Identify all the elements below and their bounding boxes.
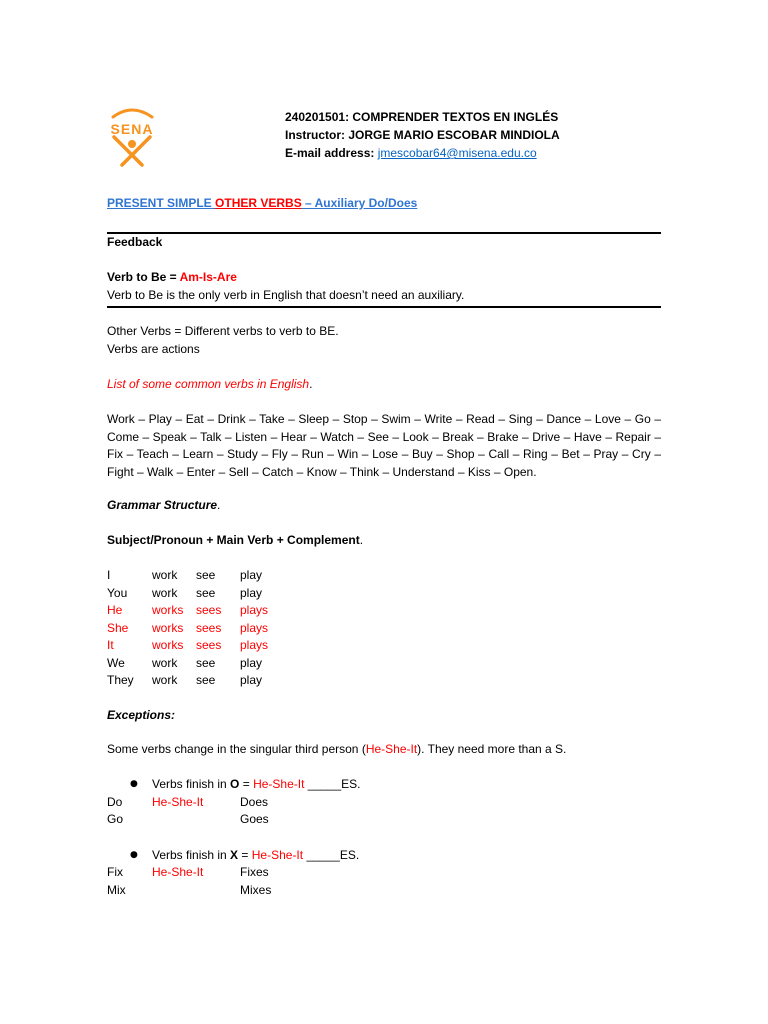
other-verbs-definition: Other Verbs = Different verbs to verb to BE.	[107, 324, 339, 338]
sena-logo	[104, 104, 164, 168]
course-title: 240201501: COMPRENDER TEXTOS EN INGLÉS	[285, 110, 559, 124]
verb-form: sees	[196, 620, 222, 635]
pronoun: You	[107, 585, 128, 600]
pronoun: We	[107, 655, 125, 670]
logo-text: SENA	[110, 121, 154, 137]
conjugation-row	[107, 567, 661, 585]
rule-text: Verbs finish in	[152, 777, 231, 791]
conjugation-row	[107, 585, 661, 603]
email-label: E-mail address:	[285, 146, 378, 160]
rule-equals: =	[238, 847, 252, 862]
title-topic: PRESENT SIMPLE	[107, 196, 212, 210]
feedback-heading: Feedback	[107, 235, 163, 249]
bullet-icon: ●	[130, 779, 138, 789]
example-persons: He-She-It	[152, 865, 204, 879]
example-verb: Mix	[107, 882, 126, 897]
verb-form: works	[152, 603, 184, 617]
conjugation-row	[107, 602, 661, 620]
rule-suffix: _____ES.	[304, 777, 361, 791]
verb-form: play	[240, 655, 263, 670]
verb-to-be-label: Verb to Be =	[107, 270, 180, 285]
verb-form: see	[196, 585, 216, 600]
example-row	[107, 864, 661, 882]
example-persons	[152, 882, 240, 900]
exceptions-intro	[107, 741, 661, 759]
verb-form: plays	[240, 620, 269, 635]
example-row	[107, 794, 661, 812]
rule-persons: He-She-It	[253, 777, 305, 791]
conjugation-row	[107, 672, 661, 690]
logo-arc	[113, 110, 152, 117]
title-subtitle: – Auxiliary Do/Does	[301, 196, 418, 210]
verb-form: work	[152, 655, 178, 670]
example-verb: Fix	[107, 865, 123, 879]
grammar-heading	[107, 497, 661, 515]
verb-list-heading-end: .	[309, 377, 313, 391]
rule-examples	[107, 864, 661, 899]
example-row	[107, 882, 661, 900]
example-result: Fixes	[240, 865, 269, 879]
conjugation-row	[107, 655, 661, 673]
lesson-content	[107, 195, 661, 899]
grammar-structure	[107, 532, 661, 550]
example-result: Mixes	[240, 882, 272, 897]
lesson-title	[107, 195, 661, 213]
rule-examples	[107, 794, 661, 829]
example-verb: Go	[107, 812, 124, 826]
grammar-structure-text: Subject/Pronoun + Main Verb + Complement	[107, 533, 360, 547]
rule-item	[107, 776, 661, 794]
verb-to-be-forms: Am-Is-Are	[179, 270, 237, 285]
rule-item	[107, 847, 661, 865]
section-divider	[107, 306, 661, 308]
exceptions-intro-persons: He-She-It	[365, 742, 418, 756]
grammar-heading-text: Grammar Structure	[107, 498, 218, 512]
pronoun: It	[107, 638, 114, 652]
verb-form: sees	[196, 638, 222, 652]
exceptions-intro-start: Some verbs change in the singular third person (	[107, 742, 366, 756]
verb-form: play	[240, 673, 263, 687]
title-focus: OTHER VERBS	[215, 196, 302, 210]
example-result: Goes	[240, 812, 269, 826]
rule-ending: X	[230, 847, 239, 862]
verb-form: work	[152, 585, 178, 600]
verb-form: see	[196, 568, 216, 582]
example-verb: Do	[107, 794, 123, 809]
verb-form: play	[240, 568, 263, 582]
email-line	[285, 144, 560, 162]
verb-to-be-note: Verb to Be is the only verb in English that doesn’t need an auxiliary.	[107, 287, 465, 302]
verb-to-be-definition	[107, 269, 661, 287]
logo-figure-head	[128, 140, 136, 148]
verb-form: plays	[240, 638, 269, 652]
rule-equals: =	[239, 777, 254, 791]
verb-to-be-section	[107, 269, 661, 304]
sena-logo-icon	[104, 104, 164, 168]
example-persons: He-She-It	[152, 794, 204, 809]
conjugation-row	[107, 637, 661, 655]
verb-form: plays	[240, 603, 269, 617]
verb-form: see	[196, 655, 216, 670]
verb-list-heading-text: List of some common verbs in English	[107, 377, 310, 391]
instructor-line: Instructor: JORGE MARIO ESCOBAR MINDIOLA	[285, 128, 560, 142]
email-link[interactable]: jmescobar64@misena.edu.co	[377, 146, 537, 160]
pronoun: She	[107, 620, 129, 635]
example-persons	[152, 811, 240, 829]
example-row	[107, 811, 661, 829]
grammar-heading-end: .	[217, 498, 221, 512]
pronoun: He	[107, 603, 123, 617]
verb-form: work	[152, 568, 178, 582]
verb-form: works	[152, 638, 184, 652]
exceptions-heading: Exceptions:	[107, 708, 176, 722]
pronoun: They	[107, 673, 134, 687]
course-header	[285, 108, 560, 162]
conjugation-row	[107, 620, 661, 638]
verb-form: see	[196, 673, 216, 687]
grammar-structure-end: .	[359, 533, 364, 547]
bullet-icon: ●	[130, 849, 138, 860]
verb-list-heading	[107, 376, 661, 394]
exceptions-intro-end: ). They need more than a S.	[417, 742, 567, 756]
rule-persons: He-She-It	[251, 847, 304, 862]
rule-ending: O	[230, 777, 240, 791]
verb-list: Work – Play – Eat – Drink – Take – Sleep – Stop – Swim – Write – Read – Sing – Dance – Love – Go – Come – Speak – Talk – Listen – Hear – Watch – See – Look – Break – Brake – Drive – Have – Repair – Fix – Teach – Learn – Study – Fly – Run – Win – Lose – Buy – Shop – Call – Ring – Bet – Pray – Cry – Fight – Walk – Enter – Sell – Catch – Know – Think – Understand – Kiss – Open.	[107, 412, 661, 479]
conjugation-table	[107, 567, 661, 690]
rule-text: Verbs finish in	[152, 847, 231, 862]
verb-form: play	[240, 585, 263, 600]
other-verbs-description: Verbs are actions	[107, 341, 200, 356]
pronoun: I	[107, 568, 111, 582]
verb-form: sees	[196, 603, 222, 617]
other-verbs-section	[107, 323, 661, 358]
rule-suffix: _____ES.	[303, 847, 360, 862]
verb-form: works	[152, 620, 184, 635]
example-result: Does	[240, 794, 269, 809]
verb-form: work	[152, 673, 178, 687]
